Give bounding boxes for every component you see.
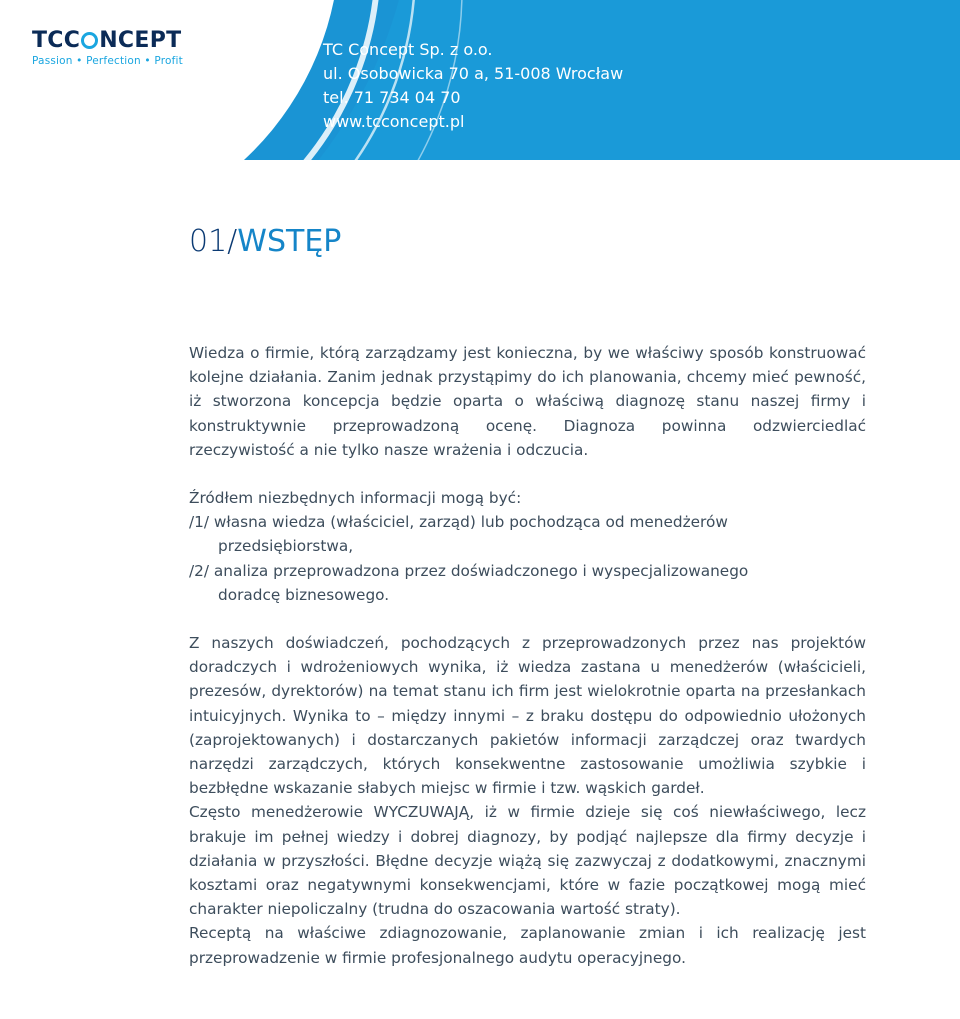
logo-tagline: Passion • Perfection • Profit [32,55,183,67]
logo-text-left: TCC [32,28,81,53]
header-banner [0,0,960,160]
circle-ring-icon [81,32,98,49]
logo-text-right: NCEPT [99,28,182,53]
company-info [323,38,623,134]
company-name: TC Concept Sp. z o.o. [323,40,493,59]
section-title: WSTĘP [237,224,342,259]
list-item-text-cont: przedsiębiorstwa, [218,537,354,556]
logo-wordmark [32,30,183,52]
company-address: ul. Osobowicka 70 a, 51-008 Wrocław [323,64,624,83]
sources-intro: Źródłem niezbędnych informacji mogą być: [189,489,522,508]
paragraph-intro: Wiedza o firmie, którą zarządzamy jest konieczna, by we właściwy sposób konstruować kolejne działania. Zanim jednak przystąpimy do ich planowania, chcemy mieć pewność, iż stworzona koncepcja będzie oparta o właściwą diagnozę stanu naszej firmy i konstruktywnie przeprowadzoną ocenę. Diagnoza powinna odzwierciedlać rzeczywistość a nie tylko nasze wrażenia i odczucia. [189,344,866,459]
company-phone[interactable]: tel. 71 734 04 70 [323,88,461,107]
section-number: 01/ [189,224,238,259]
sources-block [189,486,866,607]
list-item [189,559,866,607]
list-item-mark: /2/ [189,561,210,580]
document-body [189,341,866,970]
list-item-text: analiza przeprowadzona przez doświadczonego i wyspecjalizowanego [209,561,749,580]
company-logo [32,30,183,67]
paragraph-managers: Często menedżerowie WYCZUWAJĄ, iż w firmie dzieje się coś niewłaściwego, lecz brakuje im pełnej wiedzy i dobrej diagnozy, by podjąć najlepsze dla firmy decyzje i działania w przyszłości. Błędne decyzje wiążą się zazwyczaj z dodatkowymi, znacznymi kosztami oraz negatywnymi konsekwencjami, które w fazie początkowej mogą mieć charakter niepoliczalny (trudna do oszacowania wartość straty). [189,803,866,919]
list-item [189,510,866,558]
company-website[interactable]: www.tcconcept.pl [323,112,465,131]
list-item-text: własna wiedza (właściciel, zarząd) lub pochodząca od menedżerów [209,513,728,532]
section-heading [189,222,341,262]
list-item-text-cont: doradcę biznesowego. [218,585,390,604]
paragraph-experience: Z naszych doświadczeń, pochodzących z przeprowadzonych przez nas projektów doradczych i wdrożeniowych wynika, iż wiedza zastana u menedżerów (właścicieli, prezesów, dyrektorów) na temat stanu ich firm jest wielokrotnie oparta na przesłankach intuicyjnych. Wynika to – między innymi – z braku dostępu do odpowiednio ułożonych (zaprojektowanych) i dostarczanych pakietów informacji zarządczej oraz twardych narzędzi zarządczych, których konsekwentne zastosowanie umożliwia szybkie i bezbłędne wskazanie słabych miejsc w firmie i tzw. wąskich gardeł. [189,634,866,798]
paragraph-recipe: Receptą na właściwe zdiagnozowanie, zaplanowanie zmian i ich realizację jest przeprowadzenie w firmie profesjonalnego audytu operacyjnego. [189,924,866,967]
list-item-mark: /1/ [189,513,210,532]
